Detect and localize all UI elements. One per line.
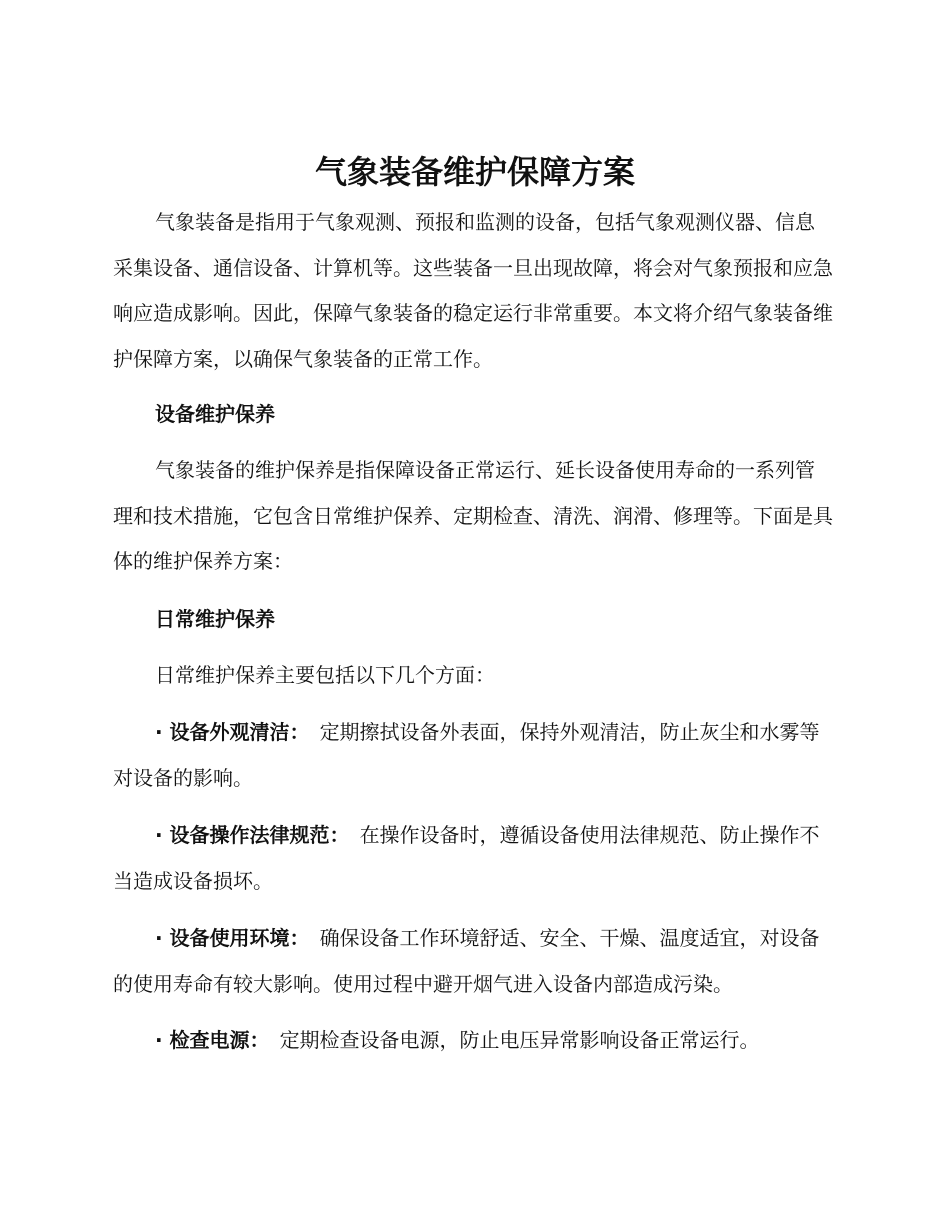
section-heading-maintenance: 设备维护保养	[155, 402, 275, 426]
intro-paragraph: 气象装备是指用于气象观测、预报和监测的设备，包括气象观测仪器、信息采集设备、通信设备、计算机等。这些装备一旦出现故障，将会对气象预报和应急响应造成影响。因此，保障气象装备的稳定运行非常重要。本文将介绍气象装备维护保障方案，以确保气象装备的正常工作。	[113, 210, 833, 371]
bullet-item	[113, 1018, 833, 1064]
bullet-text: 定期擦拭设备外表面，保持外观清洁，防止灰尘和水雾等对设备的影响。	[113, 720, 820, 790]
bullet-item	[113, 813, 833, 904]
bullet-label: · 检查电源：	[155, 1028, 270, 1052]
section-heading-daily-maintenance: 日常维护保养	[155, 607, 275, 631]
bullet-label: · 设备操作法律规范：	[155, 823, 350, 847]
document-title: 气象装备维护保障方案	[314, 153, 635, 191]
bullet-item	[113, 710, 833, 801]
bullet-label: · 设备外观清洁：	[155, 720, 310, 744]
maintenance-paragraph: 气象装备的维护保养是指保障设备正常运行、延长设备使用寿命的一系列管理和技术措施，它包含日常维护保养、定期检查、清洗、润滑、修理等。下面是具体的维护保养方案：	[113, 458, 833, 573]
bullet-item	[113, 916, 833, 1007]
bullet-text: 在操作设备时，遵循设备使用法律规范、防止操作不当造成设备损坏。	[113, 823, 820, 893]
bullet-text: 定期检查设备电源，防止电压异常影响设备正常运行。	[279, 1028, 760, 1052]
bullet-text: 确保设备工作环境舒适、安全、干燥、温度适宜，对设备的使用寿命有较大影响。使用过程中避开烟气进入设备内部造成污染。	[113, 926, 820, 996]
daily-maintenance-intro: 日常维护保养主要包括以下几个方面：	[155, 663, 495, 687]
bullet-label: · 设备使用环境：	[155, 926, 310, 950]
